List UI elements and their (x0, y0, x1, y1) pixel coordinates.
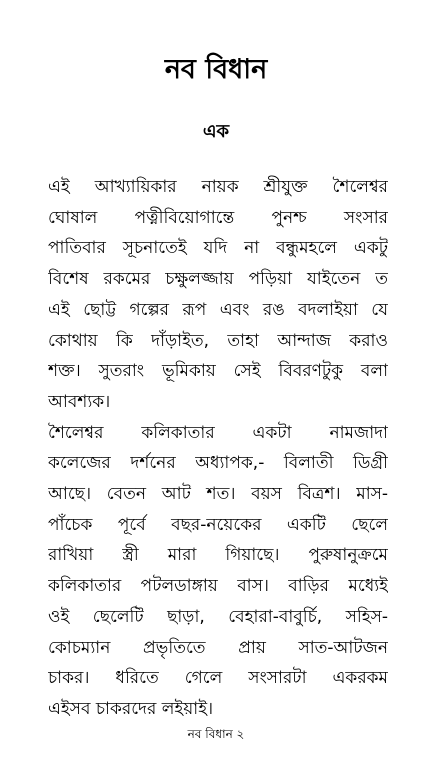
body-text (48, 172, 388, 725)
page-footer: নব বিধান ২ (187, 727, 245, 741)
text-line: আবশ্যক। (48, 391, 111, 412)
text-line: চাকর। ধরিতে গেলে সংসারটা একরকম (48, 668, 388, 689)
text-line: এই ছোট্ট গল্পের রূপ এবং রঙ বদলাইয়া যে (48, 299, 388, 320)
text-line: পাঁচেক পূর্বে বছর-নয়েকের একটি ছেলে (48, 514, 388, 535)
text-line: শৈলেশ্বর কলিকাতার একটা নামজাদা (48, 422, 388, 443)
paragraph-2 (48, 418, 388, 725)
book-title: নব বিধান (164, 54, 268, 85)
text-line: কোথায় কি দাঁড়াইত, তাহা আন্দাজ করাও (48, 330, 388, 351)
text-line: ওই ছেলেটি ছাড়া, বেহারা-বাবুর্চি, সহিস- (48, 606, 388, 627)
text-line: কলেজের দর্শনের অধ্যাপক,- বিলাতী ডিগ্রী (48, 453, 388, 474)
text-line: আছে। বেতন আট শত। বয়স বিত্রশ। মাস- (48, 484, 388, 505)
text-line: কলিকাতার পটলডাঙ্গায় বাস। বাড়ির মধ্যেই (48, 576, 388, 597)
paragraph-1 (48, 172, 388, 418)
text-line: এই আখ্যায়িকার নায়ক শ্রীযুক্ত শৈলেশ্বর (48, 177, 388, 197)
text-line: শক্ত। সুতরাং ভূমিকায় সেই বিবরণটুকু বলা (48, 361, 388, 382)
text-line: এইসব চাকরদের লইয়াই। (48, 698, 214, 719)
text-line: ঘোষাল পত্নীবিয়োগান্তে পুনশ্চ সংসার (48, 207, 388, 228)
text-line: কোচম্যান প্রভৃতিতে প্রায় সাত-আটজন (48, 637, 388, 658)
chapter-heading: এক (202, 121, 230, 142)
text-line: পাতিবার সূচনাতেই যদি না বন্ধুমহলে একটু (48, 238, 388, 259)
text-line: বিশেষ রকমের চক্ষুলজ্জায় পড়িয়া যাইতেন ত (48, 269, 388, 290)
text-line: রাখিয়া স্ত্রী মারা গিয়াছে। পুরুষানুক্রমে (48, 545, 388, 566)
